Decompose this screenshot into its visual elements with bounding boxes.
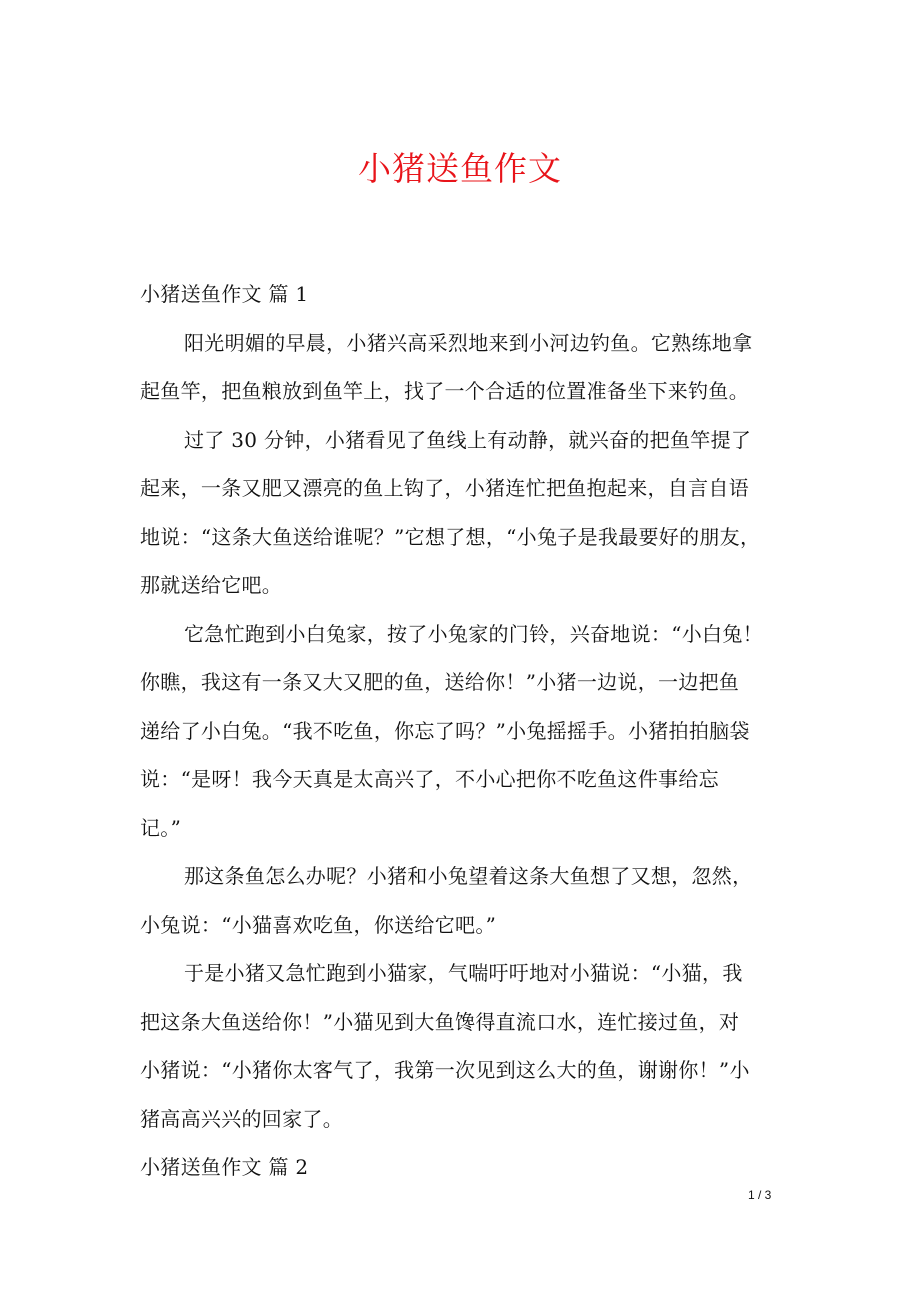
text-line: 起来，一条又肥又漂亮的鱼上钩了，小猪连忙把鱼抱起来，自言自语	[140, 476, 749, 500]
section-heading	[140, 1151, 800, 1200]
text-line: 那这条鱼怎么办呢？小猪和小兔望着这条大鱼想了又想，忽然，	[184, 864, 753, 888]
paragraph	[140, 860, 800, 957]
text-line: 小猪说：“小猪你太客气了，我第一次见到这么大的鱼，谢谢你！”小	[140, 1058, 750, 1082]
text-line: 记。”	[140, 815, 182, 840]
document-title: 小猪送鱼作文	[358, 149, 562, 188]
text-line: 阳光明媚的早晨，小猪兴高采烈地来到小河边钓鱼。它熟练地拿	[184, 330, 753, 355]
text-line: 递给了小白兔。“我不吃鱼，你忘了吗？”小兔摇摇手。小猪拍拍脑袋	[140, 718, 750, 743]
text-line: 那就送给它吧。	[140, 573, 283, 597]
text-line: 猪高高兴兴的回家了。	[140, 1106, 343, 1131]
text-line: 于是小猪又急忙跑到小猫家，气喘吁吁地对小猫说：“小猫，我	[184, 961, 743, 985]
text-line: 过了 30 分钟，小猪看见了鱼线上有动静，就兴奋的把鱼竿提了	[184, 427, 752, 452]
text-line: 你瞧，我这有一条又大又肥的鱼，送给你！”小猪一边说，一边把鱼	[140, 670, 740, 694]
paragraph	[140, 957, 800, 1151]
text-line: 地说：“这条大鱼送给谁呢？”它想了想，“小兔子是我最要好的朋友，	[140, 524, 761, 549]
text-line: 小猪送鱼作文 篇 2	[140, 1155, 309, 1179]
paragraph	[140, 618, 800, 861]
page-number: 1 / 3	[748, 1188, 772, 1202]
document-body	[140, 278, 800, 1200]
paragraph	[140, 424, 800, 618]
section-heading	[140, 278, 800, 327]
text-line: 起鱼竿，把鱼粮放到鱼竿上，找了一个合适的位置准备坐下来钓鱼。	[140, 379, 749, 403]
text-line: 小猪送鱼作文 篇 1	[140, 282, 309, 306]
text-line: 小兔说：“小猫喜欢吃鱼，你送给它吧。”	[140, 912, 497, 937]
text-line: 把这条大鱼送给你！”小猫见到大鱼馋得直流口水，连忙接过鱼，对	[140, 1009, 740, 1034]
text-line: 它急忙跑到小白兔家，按了小兔家的门铃，兴奋地说：“小白兔！	[184, 621, 763, 646]
paragraph	[140, 327, 800, 424]
text-line: 说：“是呀！我今天真是太高兴了，不小心把你不吃鱼这件事给忘	[140, 767, 719, 791]
